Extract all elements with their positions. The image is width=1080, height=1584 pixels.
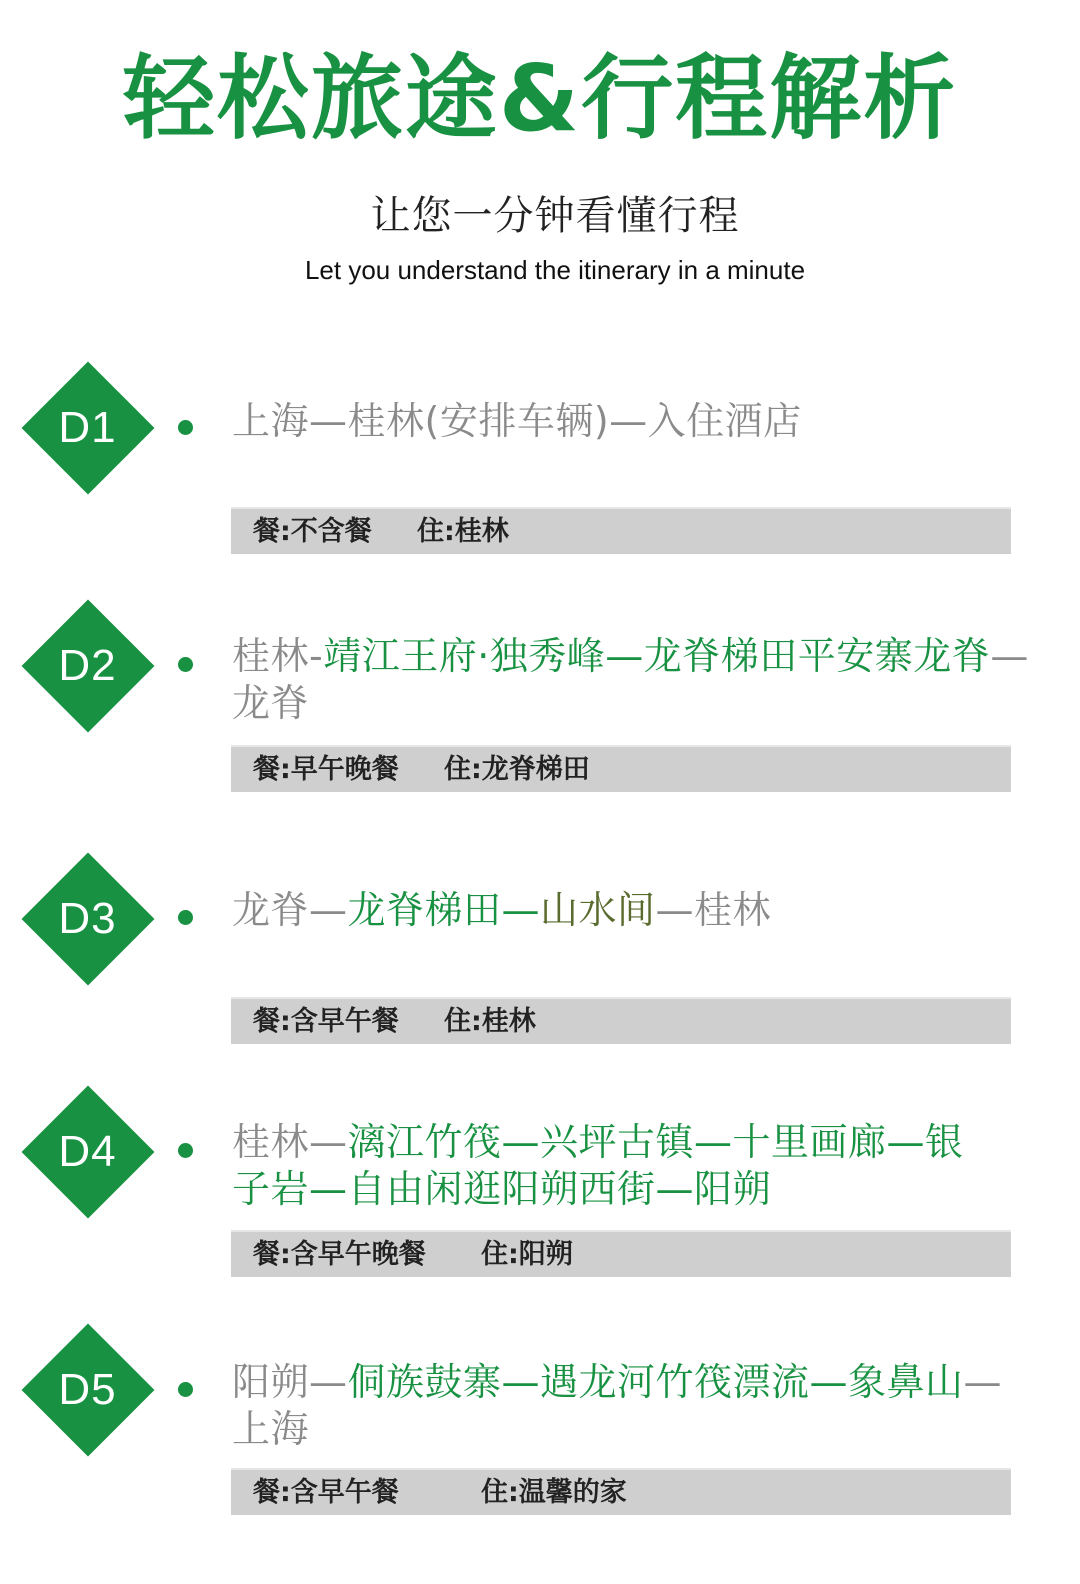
stay-info: 住:桂林 (417, 516, 509, 547)
subtitle-english: Let you understand the itinerary in a minute (304, 255, 806, 285)
day-badge-label: D5 (58, 1365, 117, 1414)
day-badge-label: D3 (58, 894, 117, 943)
day-badge-d1 (21, 361, 154, 494)
route-segment: —上海 (232, 1360, 1003, 1451)
stay-info: 住:龙脊梯田 (444, 754, 590, 785)
day-badge-label: D1 (58, 403, 117, 452)
route-segment: 龙脊— (232, 888, 348, 932)
subtitle-chinese: 让您一分钟看懂行程 (370, 193, 740, 239)
route-segment: 靖江王府·独秀峰—龙脊梯田平安寨龙脊 (323, 634, 991, 678)
page-title: 轻松旅途&行程解析 (122, 45, 958, 152)
meal-stay-bar (231, 507, 1011, 554)
route-segment: 桂林- (232, 634, 324, 678)
route-segment: —龙脊 (232, 634, 1029, 725)
route-segment: 侗族鼓寨—遇龙河竹筏漂流—象鼻山 (347, 1360, 964, 1404)
route-segment: 阳朔— (232, 1360, 348, 1404)
day-route (232, 398, 1062, 445)
route-segment: 龙脊梯田— (347, 888, 541, 932)
day-route (232, 633, 1062, 727)
day-badge-d4 (21, 1085, 154, 1218)
meal-info: 餐:不含餐 (253, 516, 372, 547)
meal-stay-bar (231, 1230, 1011, 1277)
bullet-dot-icon (178, 910, 193, 925)
route-segment: 桂林— (232, 1120, 348, 1164)
day-badge-d3 (21, 852, 154, 985)
route-segment: —桂林 (655, 888, 772, 932)
meal-info: 餐:含早午餐 (253, 1477, 399, 1508)
day-badge-d5 (21, 1323, 154, 1456)
day-badge-label: D4 (58, 1127, 117, 1176)
day-badge-d2 (21, 599, 154, 732)
meal-info: 餐:早午晚餐 (253, 754, 399, 785)
bullet-dot-icon (178, 1382, 193, 1397)
day-route (232, 1359, 1022, 1453)
day-route (232, 887, 1062, 934)
route-segment: 山水间 (540, 888, 656, 932)
bullet-dot-icon (178, 1143, 193, 1158)
stay-info: 住:温馨的家 (481, 1477, 627, 1508)
meal-info: 餐:含早午餐 (253, 1006, 399, 1037)
stay-info: 住:阳朔 (481, 1239, 573, 1270)
day-badge-label: D2 (58, 641, 117, 690)
meal-stay-bar (231, 997, 1011, 1044)
route-segment: 上海—桂林(安排车辆)—入住酒店 (232, 399, 802, 443)
meal-stay-bar (231, 745, 1011, 792)
meal-stay-bar (231, 1468, 1011, 1515)
stay-info: 住:桂林 (444, 1006, 536, 1037)
day-route (232, 1119, 972, 1213)
bullet-dot-icon (178, 657, 193, 672)
meal-info: 餐:含早午晚餐 (253, 1239, 426, 1270)
bullet-dot-icon (178, 420, 193, 435)
route-segment: 漓江竹筏—兴坪古镇—十里画廊—银子岩—自由闲逛阳朔西街—阳朔 (232, 1120, 964, 1211)
